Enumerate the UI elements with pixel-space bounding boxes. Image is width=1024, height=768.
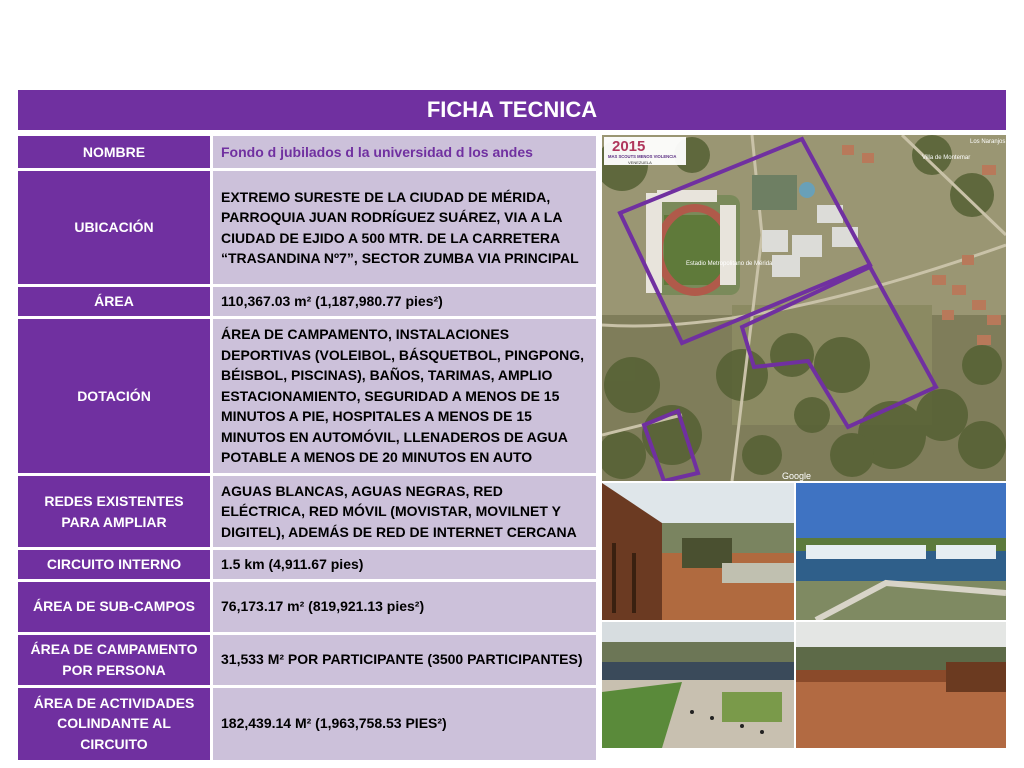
table-row — [18, 171, 596, 284]
photo-grid — [602, 483, 1006, 748]
row-value: EXTREMO SURESTE DE LA CIUDAD DE MÉRIDA, PARROQUIA JUAN RODRÍGUEZ SUÁREZ, VIA A LA CIUDAD DE EJIDO A 500 MTR. DE LA CARRETERA “TRASANDINA Nº7”, SECTOR ZUMBA VIA PRINCIPAL — [213, 171, 596, 284]
row-label: ÁREA DE CAMPAMENTO POR PERSONA — [18, 635, 210, 685]
row-value: 110,367.03 m² (1,187,980.77 pies²) — [213, 287, 596, 316]
row-value: 182,439.14 M² (1,963,758.53 PIES²) — [213, 688, 596, 760]
row-label: ÁREA DE ACTIVIDADES COLINDANTE AL CIRCUITO — [18, 688, 210, 760]
ficha-table — [15, 133, 599, 763]
table-row — [18, 287, 596, 316]
photo-plaza — [602, 622, 794, 748]
photo-stadium — [796, 483, 1006, 620]
photo-corridor — [602, 483, 794, 620]
row-label: CIRCUITO INTERNO — [18, 550, 210, 579]
table-row — [18, 582, 596, 632]
table-row — [18, 476, 596, 547]
table-row — [18, 688, 596, 760]
row-value: AGUAS BLANCAS, AGUAS NEGRAS, RED ELÉCTRICA, RED MÓVIL (MOVISTAR, MOVILNET Y DIGITEL), ADEMÁS DE RED DE INTERNET CERCANA — [213, 476, 596, 547]
row-value: 1.5 km (4,911.67 pies) — [213, 550, 596, 579]
photo-campsite — [796, 622, 1006, 748]
logo-country: VENEZUELA — [628, 160, 652, 165]
table-row — [18, 635, 596, 685]
satellite-map — [602, 135, 1006, 481]
satellite-map-image — [602, 135, 1006, 481]
table-row — [18, 319, 596, 473]
row-label: ÁREA — [18, 287, 210, 316]
row-value: 76,173.17 m² (819,921.13 pies²) — [213, 582, 596, 632]
map-google-label: Google — [782, 471, 812, 481]
row-label: DOTACIÓN — [18, 319, 210, 473]
map-label-villa: Villa de Montemar — [922, 155, 971, 161]
table-row — [18, 136, 596, 168]
logo-year: 2015 — [612, 138, 646, 155]
row-label: REDES EXISTENTES PARA AMPLIAR — [18, 476, 210, 547]
row-value: 31,533 M² POR PARTICIPANTE (3500 PARTICIPANTES) — [213, 635, 596, 685]
logo-text: MAS SCOUTS MENOS VIOLENCIA — [608, 154, 677, 159]
row-value: ÁREA DE CAMPAMENTO, INSTALACIONES DEPORTIVAS (VOLEIBOL, BÁSQUETBOL, PINGPONG, BÉISBOL, PISCINAS), BAÑOS, TARIMAS, AMPLIO ESTACIONAMIENTO, SEGURIDAD A MENOS DE 15 MINUTOS A PIE, HOSPITALES A MENOS DE 15 MINUTOS EN AUTOMÓVIL, LLENADEROS DE AGUA POTABLE A MENOS DE 20 MINUTOS EN AUTO — [213, 319, 596, 473]
row-value: Fondo d jubilados d la universidad d los andes — [213, 136, 596, 168]
map-label-naranjos: Los Naranjos — [970, 139, 1006, 145]
map-label-estadio: Estadio Metropolitano de Mérida — [686, 261, 773, 267]
page-title: FICHA TECNICA — [18, 90, 1006, 130]
row-label: NOMBRE — [18, 136, 210, 168]
row-label: ÁREA DE SUB-CAMPOS — [18, 582, 210, 632]
row-label: UBICACIÓN — [18, 171, 210, 284]
table-row — [18, 550, 596, 579]
